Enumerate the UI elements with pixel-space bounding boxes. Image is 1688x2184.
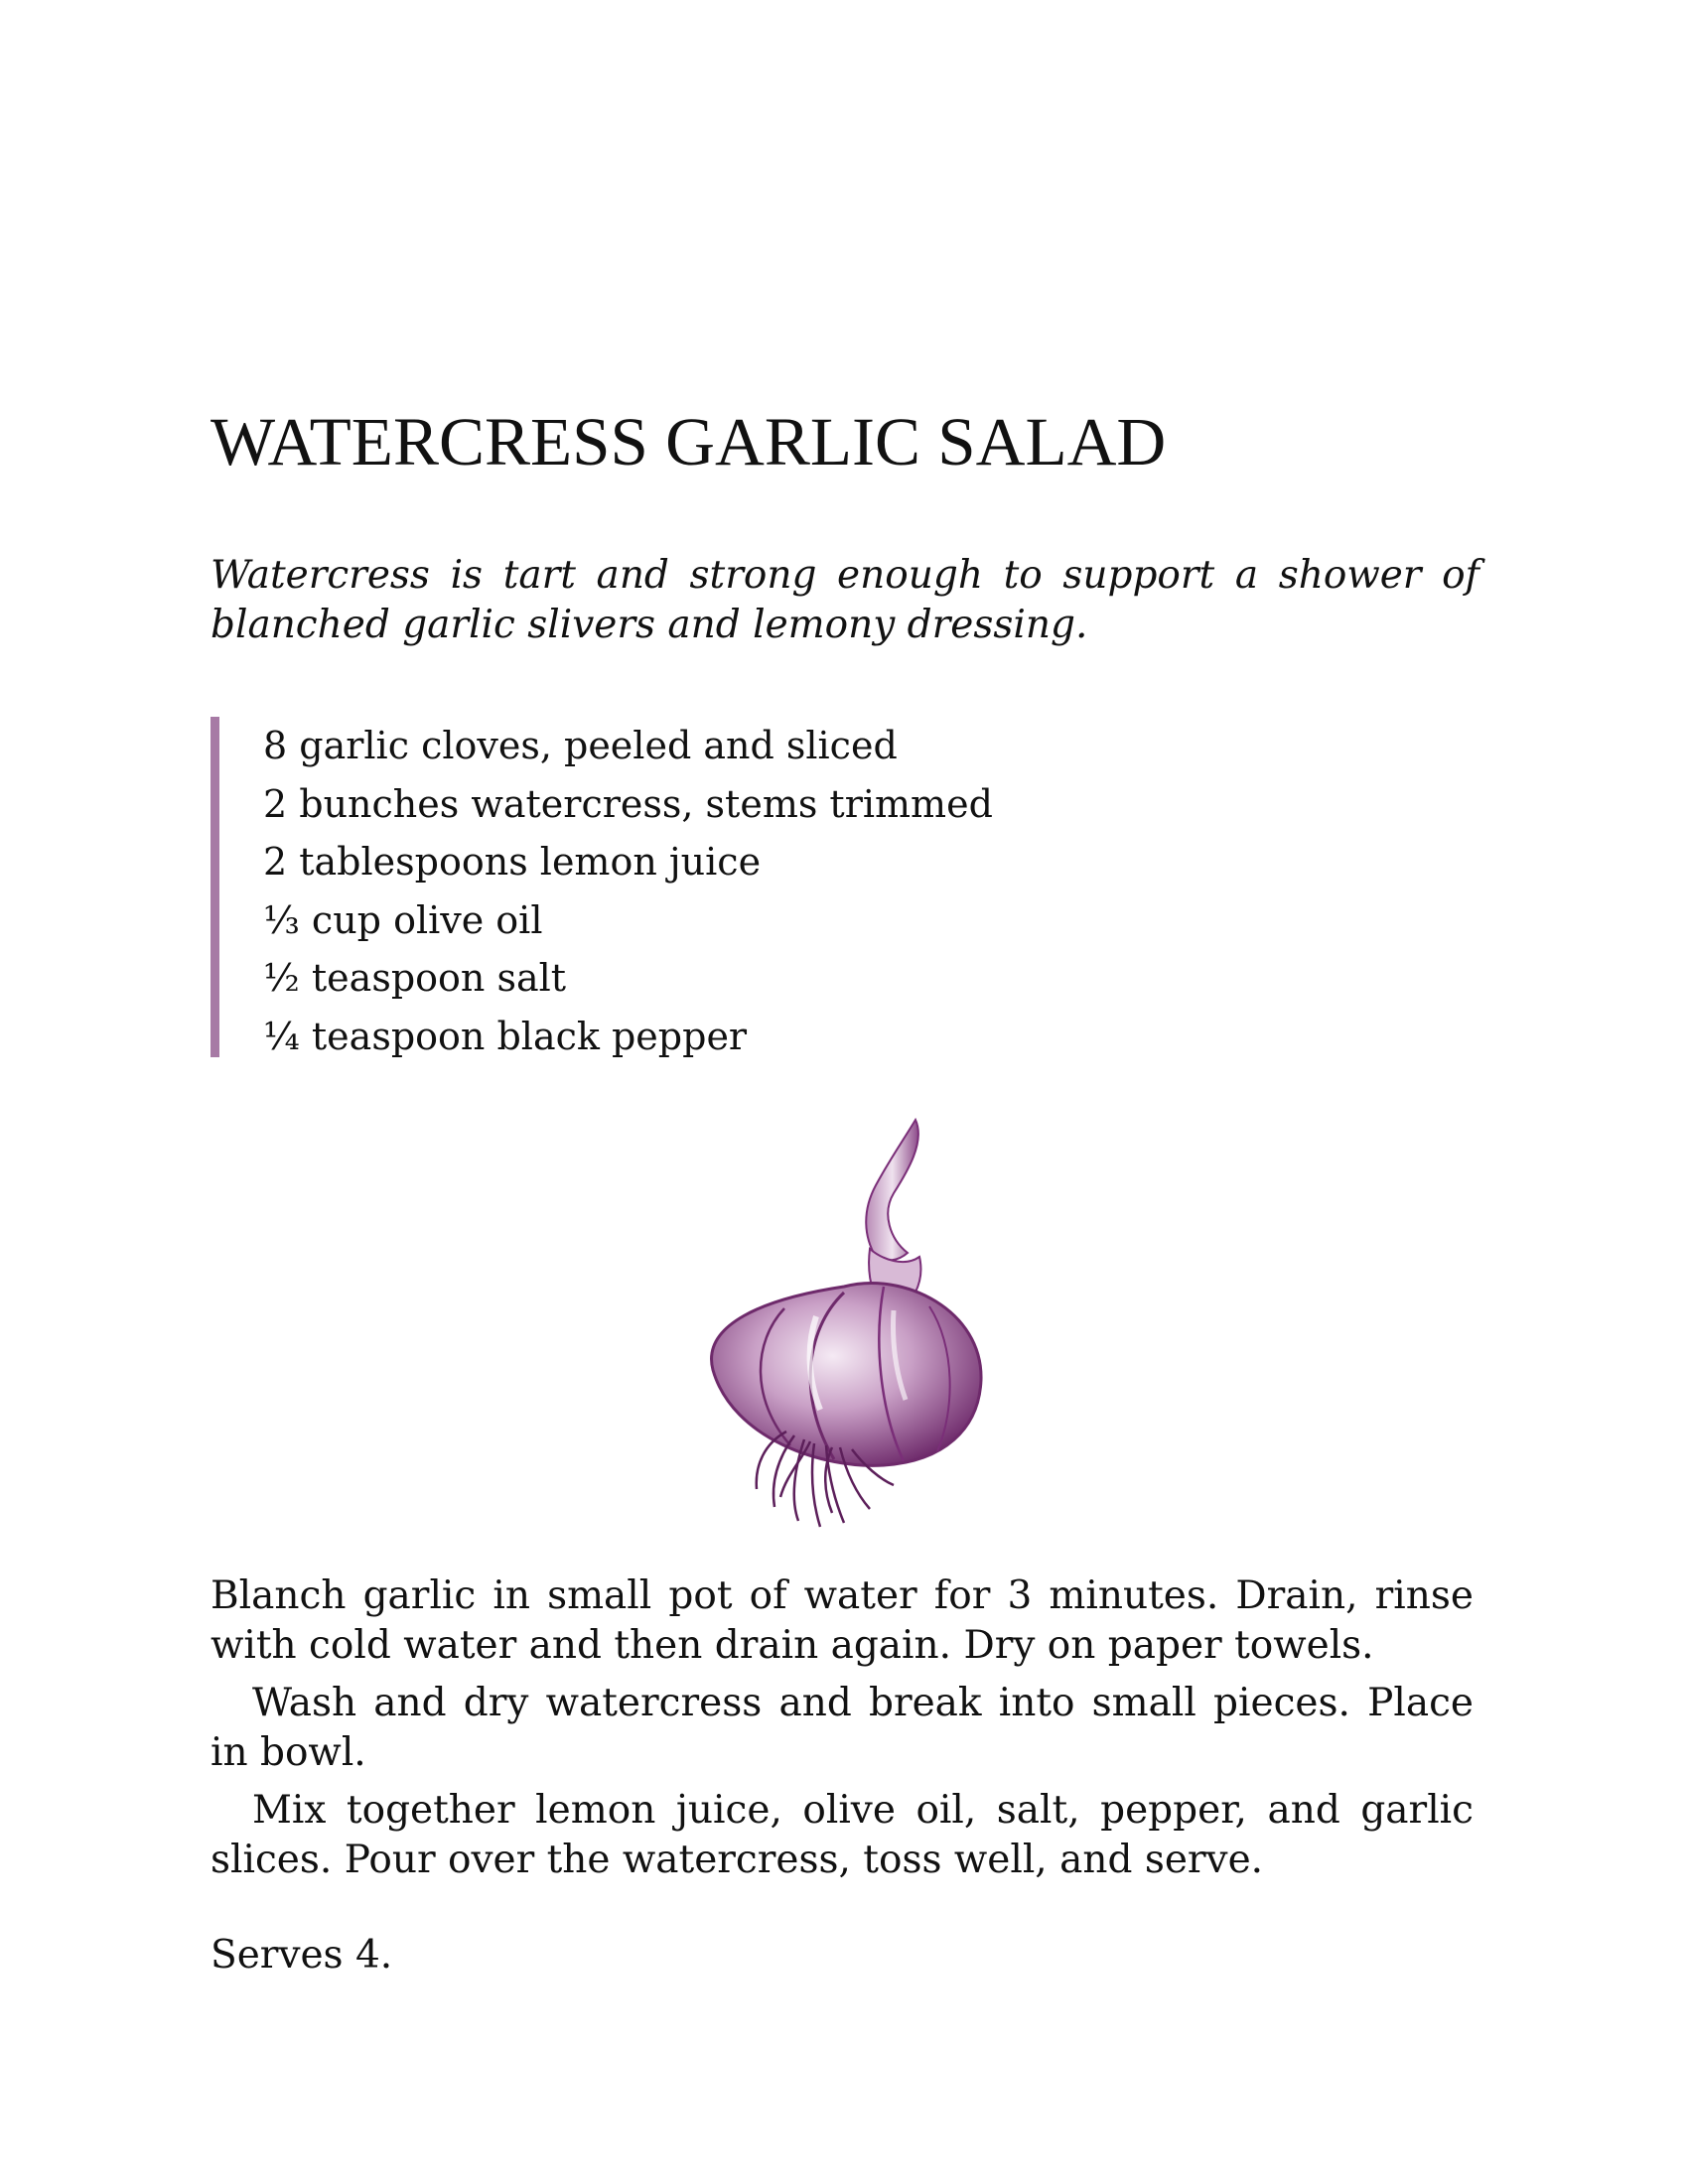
ingredients-list (263, 717, 1104, 1065)
ingredient-item: ½ teaspoon salt (263, 956, 567, 1000)
recipe-title: WATERCRESS GARLIC SALAD (211, 404, 1167, 479)
servings-note: Serves 4. (211, 1933, 393, 1978)
ingredients-block (211, 717, 1104, 1057)
ingredient-item: 2 tablespoons lemon juice (263, 840, 762, 884)
ingredient-item: ¼ teaspoon black pepper (263, 1014, 748, 1058)
ingredient-item: 8 garlic cloves, peeled and sliced (263, 724, 898, 767)
method-section (211, 1571, 1474, 1893)
ingredient-item: ⅓ cup olive oil (263, 897, 543, 942)
ingredient-item: 2 bunches watercress, stems trimmed (263, 781, 993, 826)
method-step: Mix together lemon juice, olive oil, salt, pepper, and garlic slices. Pour over the watercress, toss well, and serve. (211, 1788, 1474, 1882)
method-step: Blanch garlic in small pot of water for 3 minutes. Drain, rinse with cold water and then drain again. Dry on paper towels. (211, 1573, 1474, 1668)
method-step: Wash and dry watercress and break into small pieces. Place in bowl. (211, 1681, 1474, 1775)
garlic-bulb-icon (695, 1112, 993, 1534)
recipe-intro: Watercress is tart and strong enough to support a shower of blanched garlic slivers and lemony dressing. (211, 553, 1479, 647)
